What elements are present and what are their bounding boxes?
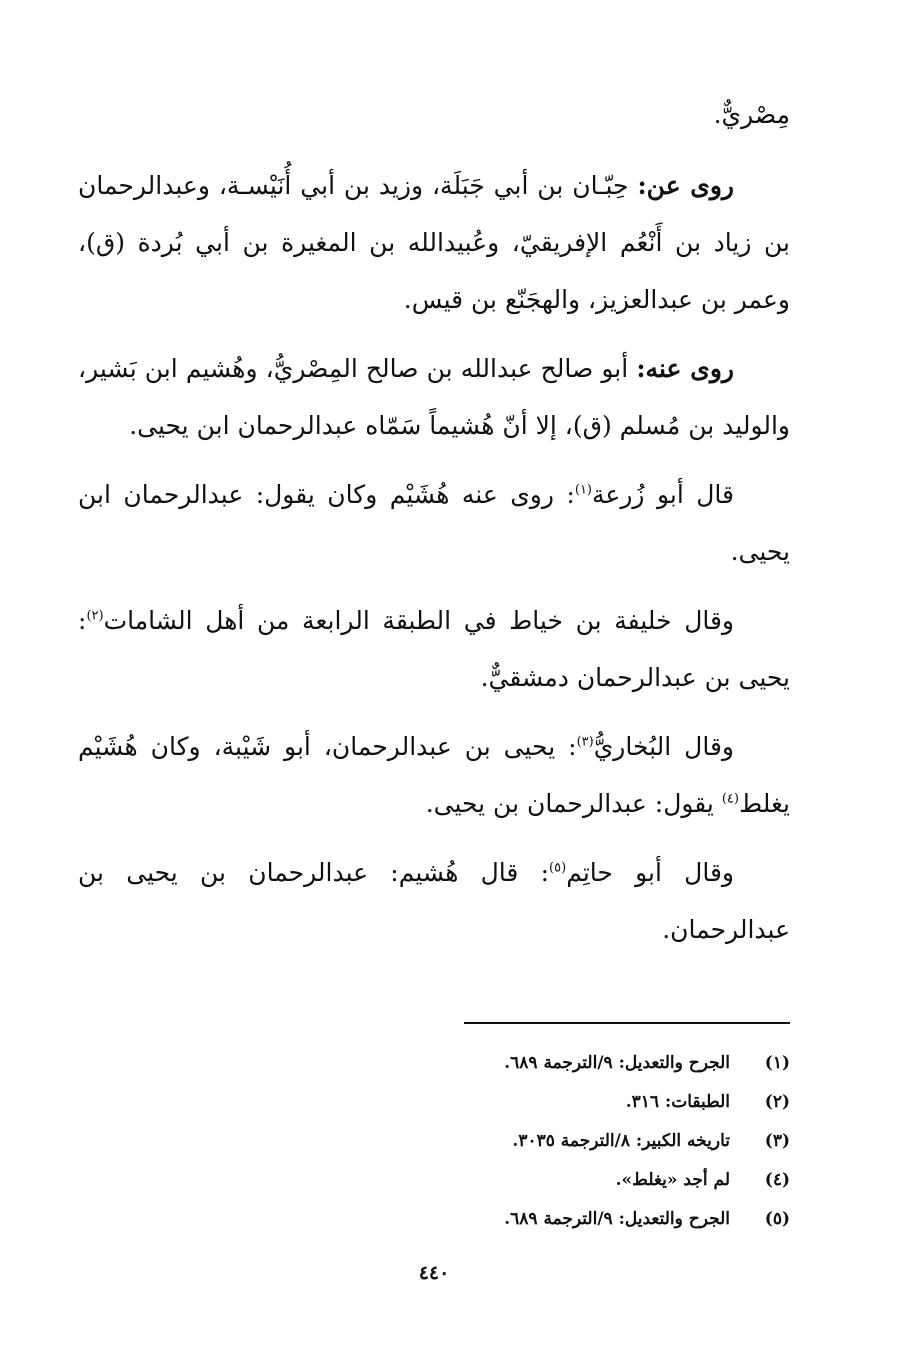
footnote-number: (١) (764, 1053, 790, 1073)
narrated-by-text: أبو صالح عبدالله بن صالح المِصْريُّ، وهُشيم ابن بَشير، والوليد بن مُسلم (ق)، إلا أنّ هُشيماً سَمّاه عبدالرحمان ابن يحيى. (78, 354, 790, 440)
footnote-number: (٥) (764, 1209, 790, 1229)
abu-hatim-text-start: وقال أبو حاتِم (566, 858, 734, 887)
paragraph-continuation (78, 86, 790, 143)
khalifa-text-start: وقال خليفة بن خياط في الطبقة الرابعة من أهل الشامات (103, 606, 734, 635)
abu-zura-text-end: : روى عنه هُشَيْم وكان يقول: عبدالرحمان ابن يحيى. (78, 480, 790, 566)
footnote-5 (78, 1200, 790, 1239)
abu-hatim-text-end: : قال هُشيم: عبدالرحمان بن يحيى بن عبدالرحمان. (78, 858, 790, 944)
page-number: ٤٤٠ (418, 1262, 450, 1284)
khalifa-text-end: : يحيى بن عبدالرحمان دمشقيٌّ. (78, 606, 790, 692)
footnote-reference-3[interactable]: (٣) (576, 734, 594, 750)
footnote-divider (464, 1022, 790, 1024)
bukhari-text-middle: : يحيى بن عبدالرحمان، أبو شَيْبة، وكان هُشَيْم يغلط (78, 732, 790, 818)
footnote-2 (78, 1083, 790, 1122)
footnote-number: (٢) (764, 1092, 790, 1112)
narrated-from-label: روى عن: (637, 171, 735, 200)
document-page (78, 86, 790, 1316)
footnote-text: الجرح والتعديل: ٩/الترجمة ٦٨٩. (504, 1053, 730, 1073)
narrated-from-text: حِبّـان بن أبي جَبَلَة، وزيد بن أبي أُنَيْسـة، وعبدالرحمان بن زياد بن أَنْعُم الإفريقيّ، وعُبيدالله بن المغيرة بن أبي بُردة (ق)، وعمر بن عبدالعزيز، والهجَنّع بن قيس. (78, 171, 790, 314)
footnote-reference-5[interactable]: (٥) (549, 860, 567, 876)
footnote-text: تاريخه الكبير: ٨/الترجمة ٣٠٣٥. (512, 1131, 730, 1151)
paragraph-khalifa (78, 592, 790, 706)
footnotes-section (78, 1044, 790, 1239)
footnote-text: لم أجد «يغلط». (615, 1170, 730, 1190)
footnote-reference-4[interactable]: (٤) (721, 791, 739, 807)
abu-zura-text-start: قال أبو زُرعة (592, 480, 734, 509)
footnote-reference-1[interactable]: (١) (574, 482, 592, 498)
footnote-number: (٣) (764, 1131, 790, 1151)
paragraph-abu-zura (78, 466, 790, 580)
bukhari-text-end: يقول: عبدالرحمان بن يحيى. (425, 789, 722, 818)
footnote-text: الطبقات: ٣١٦. (625, 1092, 730, 1112)
footnote-number: (٤) (764, 1170, 790, 1190)
footnote-1 (78, 1044, 790, 1083)
paragraph-narrated-from (78, 157, 790, 328)
paragraph-narrated-by (78, 340, 790, 454)
narrated-by-label: روى عنه: (636, 354, 735, 383)
footnote-4 (78, 1161, 790, 1200)
bukhari-text-start: وقال البُخاريُّ (593, 732, 734, 761)
footnote-reference-2[interactable]: (٢) (86, 608, 104, 624)
footnote-3 (78, 1122, 790, 1161)
paragraph-bukhari (78, 718, 790, 832)
paragraph-abu-hatim (78, 844, 790, 958)
footnote-text: الجرح والتعديل: ٩/الترجمة ٦٨٩. (504, 1209, 730, 1229)
continuation-text: مِصْريٌّ. (713, 100, 790, 129)
